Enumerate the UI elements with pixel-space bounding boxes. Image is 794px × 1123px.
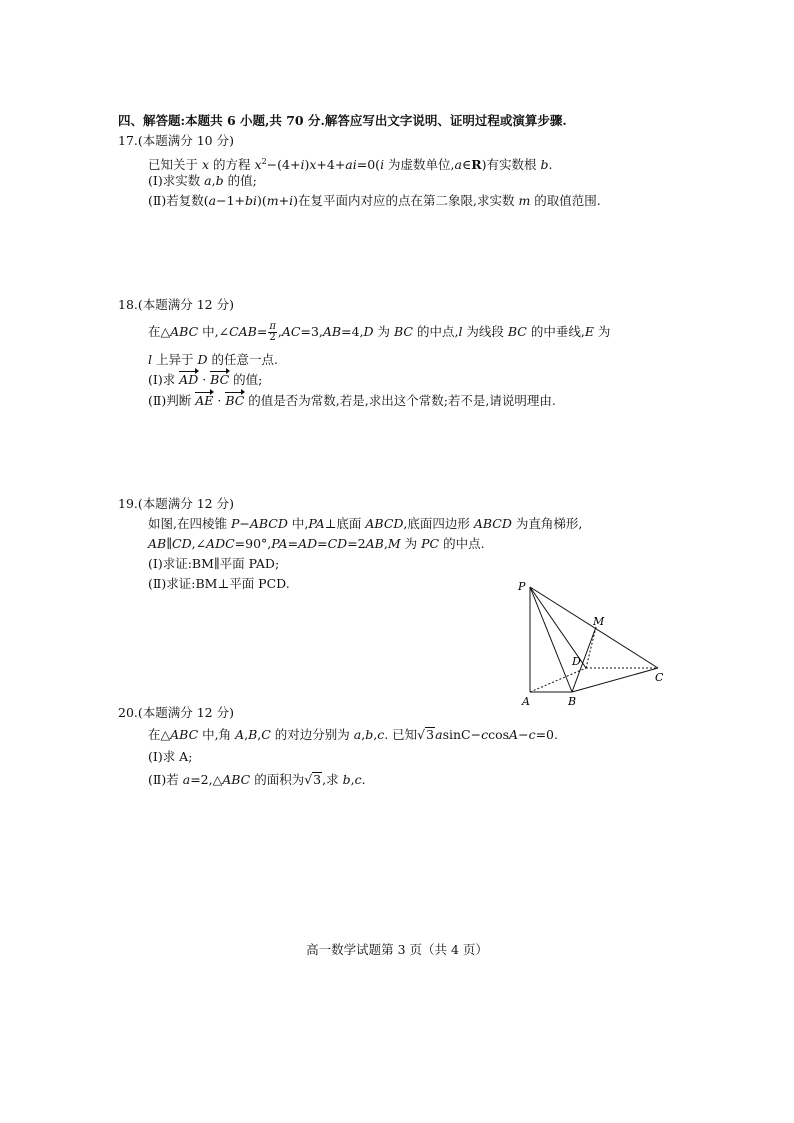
section-heading: 四、解答题:本题共 6 小题,共 70 分.解答应写出文字说明、证明过程或演算步骤. bbox=[118, 113, 567, 128]
problem-20-header: 20.(本题满分 12 分) bbox=[118, 705, 234, 720]
label-b: B bbox=[568, 695, 577, 708]
edge-ad bbox=[530, 668, 586, 692]
problem-20-part-ii: (Ⅱ)若 a=2,△ABC 的面积为√3,求 b,c. bbox=[148, 772, 366, 787]
page-footer: 高一数学试题第 3 页（共 4 页） bbox=[306, 942, 488, 957]
problem-19-header: 19.(本题满分 12 分) bbox=[118, 496, 234, 511]
problem-18-header: 18.(本题满分 12 分) bbox=[118, 297, 234, 312]
problem-17-statement: 已知关于 x 的方程 $x^2-(4+i)x+4+ai=0(i$ 为虚数单位,a∈R)有实数根 b. bbox=[148, 157, 553, 172]
edge-bc bbox=[572, 668, 658, 692]
problem-19-part-ii: (Ⅱ)求证:BM⊥平面 PCD. bbox=[148, 576, 290, 591]
label-a: A bbox=[522, 695, 530, 708]
problem-18-statement: 在△ABC 中,∠CAB= $\frac{\pi}{2}$ ,AC=3,AB=4,D 为 BC 的中点,l 为线段 BC 的中垂线,E 为 bbox=[148, 321, 611, 343]
problem-19-part-i: (Ⅰ)求证:BM∥平面 PAD; bbox=[148, 556, 280, 571]
problem-19-statement-cont: AB∥CD,∠ADC=90°,PA=AD=CD=2AB,M 为 PC 的中点. bbox=[148, 536, 485, 551]
problem-17-header: 17.(本题满分 10 分) bbox=[118, 133, 234, 148]
problem-20-statement: 在△ABC 中,角 A,B,C 的对边分别为 a,b,c. 已知√3asinC−ccosA−c=0. bbox=[148, 727, 558, 742]
problem-18-statement-cont: l 上异于 D 的任意一点. bbox=[148, 352, 278, 367]
label-c: C bbox=[655, 671, 664, 684]
problem-18-part-i: (Ⅰ)求 AD · BC 的值; bbox=[148, 372, 263, 387]
problem-20-part-i: (Ⅰ)求 A; bbox=[148, 749, 193, 764]
label-p: P bbox=[518, 580, 526, 593]
pyramid-figure bbox=[510, 575, 680, 710]
edge-dm bbox=[586, 627, 596, 668]
problem-18-part-ii: (Ⅱ)判断 AE · BC 的值是否为常数,若是,求出这个常数;若不是,请说明理由. bbox=[148, 393, 556, 408]
label-d: D bbox=[572, 655, 581, 668]
problem-17-part-i: (Ⅰ)求实数 a,b 的值; bbox=[148, 173, 257, 188]
problem-19-statement: 如图,在四棱锥 P−ABCD 中,PA⊥底面 ABCD,底面四边形 ABCD 为直角梯形, bbox=[148, 516, 583, 531]
problem-17-part-ii: (Ⅱ)若复数(a−1+bi)(m+i)在复平面内对应的点在第二象限,求实数 m 的取值范围. bbox=[148, 193, 601, 208]
label-m: M bbox=[593, 615, 605, 628]
